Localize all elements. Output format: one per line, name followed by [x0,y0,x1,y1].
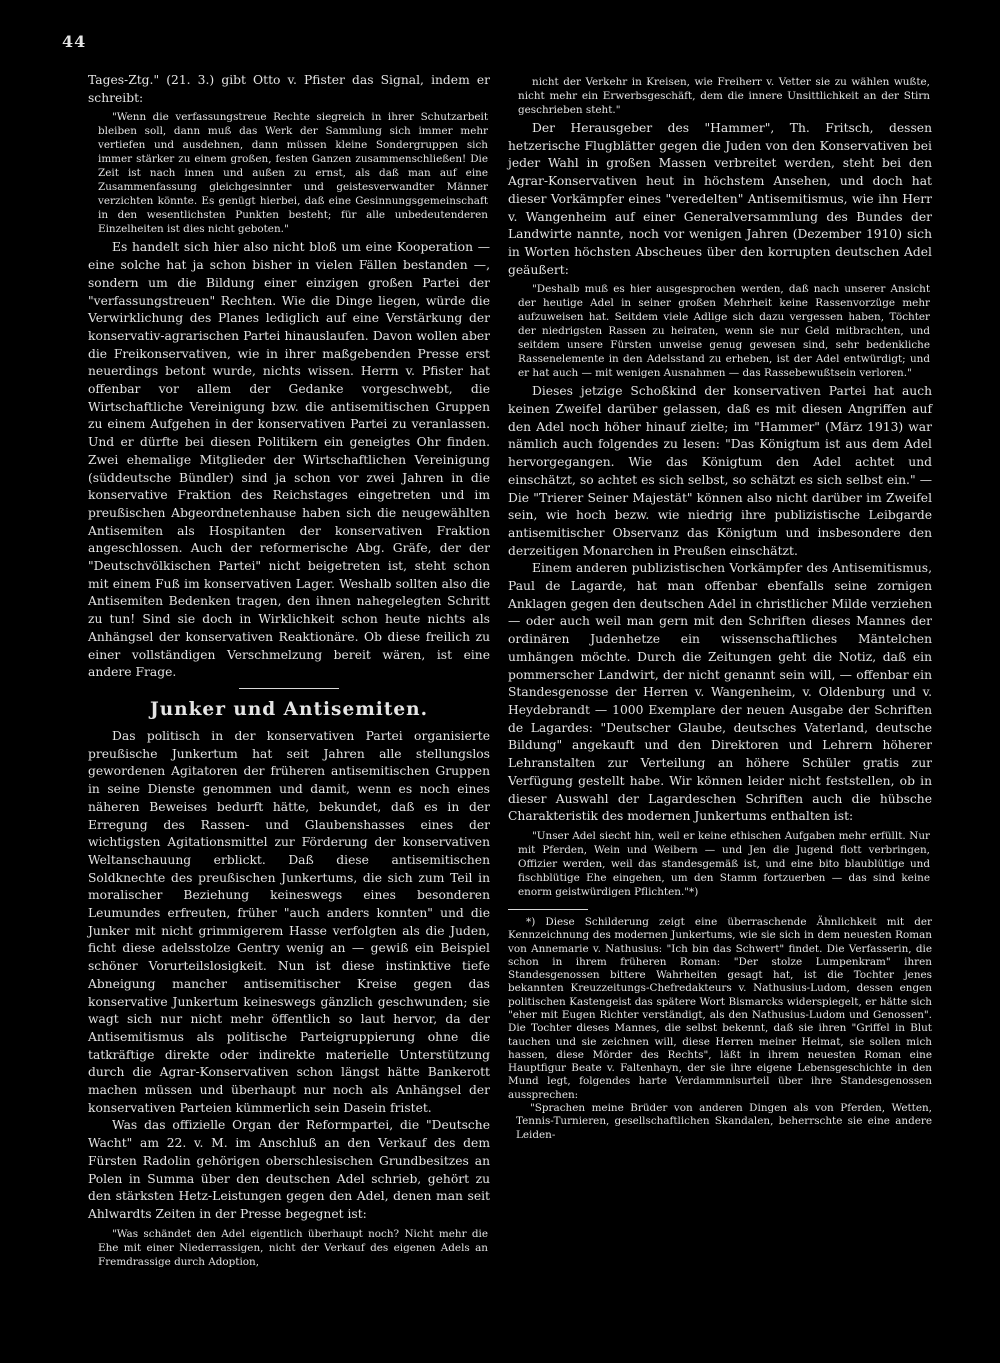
paragraph: Was das offizielle Organ der Reformpartei, die "Deutsche Wacht" am 22. v. M. im Anschluß an den Verkauf des dem Fürsten Radolin gehörigen oberschlesischen Grundbesitzes an Polen in Summa über den deutschen Adel schrieb, gehört zu den stärksten Hetz-Leistungen gegen den Adel, denen man seit Ahlwardts Zeiten in der Presse begegnet ist: [88,1118,490,1221]
block-quote: "Was schändet den Adel eigentlich überhaupt noch? Nicht mehr die Ehe mit einer Niederrassigen, nicht der Verkauf des eigenen Adels an Fremdrassige durch Adoption, [98,1227,488,1268]
section-heading: Junker und Antisemiten. [149,698,429,720]
footnote: *) Diese Schilderung zeigt eine überraschende Ähnlichkeit mit der Kennzeichnung des modernen Junkertums, wie sie sich in dem neuesten Roman von Annemarie v. Nathusius: "Ich bin das Schwert" findet. Die Verfasserin, die schon in ihrem früheren Roman: "Der stolze Lumpenkram" ihren Standesgenossen bittere Wahrheiten gesagt hat, ist die Tochter jenes bekannten Kreuzzeitungs-Chefredakteurs v. Nathusius-Ludom, dessen engen politischen Kastengeist das spätere Wort Bismarcks widerspiegelt, er hätte sich "eher mit Eugen Richter verständigt, als den Nathusius-Ludom und Genossen". Die Tochter dieses Mannes, die selbst bekennt, daß sie ihren "Griffel in Blut tauchen und sie zeichnen will, diese Herren meiner Heimat, sie sollen mich hassen, diese Mörder des Rechts", läßt in ihrem neuesten Roman eine Hauptfigur Beate v. Faltenhayn, der sie ihre eigene Lebensgeschichte in den Mund legt, folgendes harte Verdammnisurteil über ihre Standesgenossen aussprechen: [508,915,932,1101]
paragraph: Es handelt sich hier also nicht bloß um eine Kooperation — eine solche hat ja schon bisher in vielen Fällen bestanden —, sondern um die Bildung einer einzigen großen Partei der "verfassungstreuen" Rechten. Wie die Dinge liegen, würde die Verwirklichung des Planes lediglich auf eine Verstärkung der konservativ-agrarischen Partei hinauslaufen. Davon wollen aber die Freikonservativen, wie in ihrer maßgebenden Presse erst neuerdings betont wurde, nichts wissen. Herrn v. Pfister hat offenbar vor allem der Gedanke vorgeschwebt, die Wirtschaftliche Vereinigung bzw. die antisemitischen Gruppen zu einem Aufgehen in der konservativen Partei zu veranlassen. Und er dürfte bei diesen Politikern ein geneigtes Ohr finden. Zwei ehemalige Mitglieder der Wirtschaftlichen Vereinigung (süddeutsche Bündler) sind ja schon vor zwei Jahren in die konservative Fraktion des Reichstages eingetreten und im preußischen Abgeordnetenhause haben sich die neugewählten Antisemiten als Hospitanten der konservativen Fraktion angeschlossen. Auch der reformerische Abg. Gräfe, der der "Deutschvölkischen Partei" nicht beigetreten ist, steht schon mit einem Fuß im konservativen Lager. Weshalb sollten also die Antisemiten Bedenken tragen, den ihnen nahegelegten Schritt zu tun! Sind sie doch in Wirklichkeit schon heute nichts als Anhängsel der konservativen Reaktionäre. Ob diese freilich zu einer vollständigen Verschmelzung bereit wären, ist eine andere Frage. [88,240,490,680]
footnote-quote: "Sprachen meine Brüder von anderen Dingen als von Pferden, Wetten, Tennis-Turnieren, gesellschaftlichen Skandalen, beherrschte sie eine andere Leiden- [516,1102,932,1141]
section-divider [239,688,339,689]
block-quote: "Unser Adel siecht hin, weil er keine ethischen Aufgaben mehr erfüllt. Nur mit Pferden, Wein und Weibern — und Jen die Jugend flott verbringen, Offizier werden, weil das standesgemäß ist, und eine bito blaublütige und fischblütige Ehe eingehen, um den Stamm fortzuerben — das sind keine enorm geistwürdigen Pflichten."*) [518,829,930,898]
paragraph: Dieses jetzige Schoßkind der konservativen Partei hat auch keinen Zweifel darüber gelassen, daß es mit diesen Angriffen auf den Adel noch höher hinauf zielte; im "Hammer" (März 1913) war nämlich auch folgendes zu lesen: "Das Königtum ist aus dem Adel hervorgegangen. Wie das Königtum den Adel achtet und einschätzt, so achtet es sich selbst, so schätzt es sich selbst ein." — Die "Trierer Seiner Majestät" können also nicht darüber im Zweifel sein, wie hoch bezw. wie niedrig ihre publizistische Leibgarde antisemitischer Observanz das Königtum und insbesondere den derzeitigen Monarchen in Preußen einschätzt. [508,384,932,558]
block-quote: "Wenn die verfassungstreue Rechte siegreich in ihrer Schutzarbeit bleiben soll, dann muß das Werk der Sammlung sich immer mehr vertiefen und ausdehnen, dann müssen kleine Sondergruppen sich immer stärker zu einem großen, festen Ganzen zusammenschließen! Die Zeit ist nach innen und außen zu ernst, als daß man auf eine Zusammenfassung gleichgesinnter und geistesverwandter Männer verzichten könnte. Es genügt hierbei, daß eine Gesinnungsgemeinschaft in den wesentlichsten Punkten besteht; für alle unbedeutenderen Einzelheiten ist dies nicht geboten." [98,111,488,236]
block-quote-continued: nicht der Verkehr in Kreisen, wie Freiherr v. Vetter sie zu wählen wußte, nicht mehr ein Erwerbsgeschäft, dem die innere Unsittlichkeit an der Stirn geschrieben steht." [518,76,930,116]
left-column [88,72,490,1272]
right-column [508,72,932,1142]
paragraph: Einem anderen publizistischen Vorkämpfer des Antisemitismus, Paul de Lagarde, hat man offenbar ebenfalls seine zornigen Anklagen gegen den deutschen Adel in christlicher Milde verziehen — oder auch weil man gern mit den Schriften dieses Mannes der ordinären Judenhetze ein wissenschaftliches Mäntelchen umhängen möchte. Durch die Zeitungen geht die Notiz, daß ein pommerscher Landwirt, der nicht genannt sein will, — offenbar ein Standesgenosse der Herren v. Wangenheim, v. Oldenburg und v. Heydebrandt — 1000 Exemplare der neuen Ausgabe der Schriften de Lagardes: "Deutscher Glaube, deutsches Vaterland, deutsche Bildung" angekauft und den Direktoren und Lehrern höherer Lehranstalten zur Verteilung an höhere Schüler gratis zur Verfügung gestellt habe. Wir können leider nicht feststellen, ob in dieser Auswahl der Lagardeschen Schriften auch die hübsche Charakteristik des modernen Junkertums enthalten ist: [508,561,932,824]
paragraph: Der Herausgeber des "Hammer", Th. Fritsch, dessen hetzerische Flugblätter gegen die Juden von den Konservativen bei jeder Wahl in großen Massen verbreitet werden, steht bei den Agrar-Konservativen heut in höchstem Ansehen, und doch hat dieser Vorkämpfer eines "veredelten" Antisemitismus, wie ihn Herr v. Wangenheim auf einer Generalversammlung des Bundes der Landwirte nannte, noch vor wenigen Jahren (Dezember 1910) sich in Worten höchsten Abscheues über den korrupten deutschen Adel geäußert: [508,121,932,277]
block-quote: "Deshalb muß es hier ausgesprochen werden, daß nach unserer Ansicht der heutige Adel in seiner großen Mehrheit keine Rassenvorzüge mehr aufzuweisen hat. Seitdem viele Adlige sich dazu vergessen haben, Töchter der niedrigsten Rassen zu heiraten, wenn sie nur Geld mitbrachten, und seitdem unsere Fürsten unweise genug gewesen sind, sehr bedenkliche Rassenelemente in den Adelsstand zu erheben, ist der Adel entwürdigt; und er hat auch — mit wenigen Ausnahmen — das Rassebewußtsein verloren." [518,283,930,380]
paragraph: Tages-Ztg." (21. 3.) gibt Otto v. Pfister das Signal, indem er schreibt: [88,73,490,105]
page-number: 44 [62,32,87,51]
footnote-divider [508,909,588,910]
paragraph: Das politisch in der konservativen Partei organisierte preußische Junkertum hat seit Jahren alle stellungslos gewordenen Agitatoren der früheren antisemitischen Gruppen in seine Dienste genommen und damit, wenn es noch eines näheren Beweises bedurft hätte, bekundet, daß es in der Erregung des Rassen- und Glaubenshasses eines der wichtigsten Agitationsmittel zur Förderung der konservativen Weltanschauung erblickt. Daß diese antisemitischen Soldknechte des preußischen Junkertums, die sich zum Teil in moralischer Beziehung keineswegs eines besonderen Leumundes erfreuten, früher "auch anders konnten" und die Junker mit nicht grimmigerem Hasse verfolgten als die Juden, ficht diese adelsstolze Gentry wenig an — gewiß ein Beispiel schöner Vorurteilslosigkeit. Nun ist diese instinktive tiefe Abneigung mancher antisemitischer Kreise gegen das konservative Junkertum keineswegs gänzlich geschwunden; sie wagt sich nur nicht mehr öffentlich so laut hervor, da der Antisemitismus als politische Parteigruppierung ohne die tatkräftige direkte oder indirekte materielle Unterstützung durch die Agrar-Konservativen schon längst hätte Bankerott machen müssen und überhaupt nur noch als Anhängsel der konservativen Parteien kümmerlich sein Dasein fristet. [88,728,490,1115]
